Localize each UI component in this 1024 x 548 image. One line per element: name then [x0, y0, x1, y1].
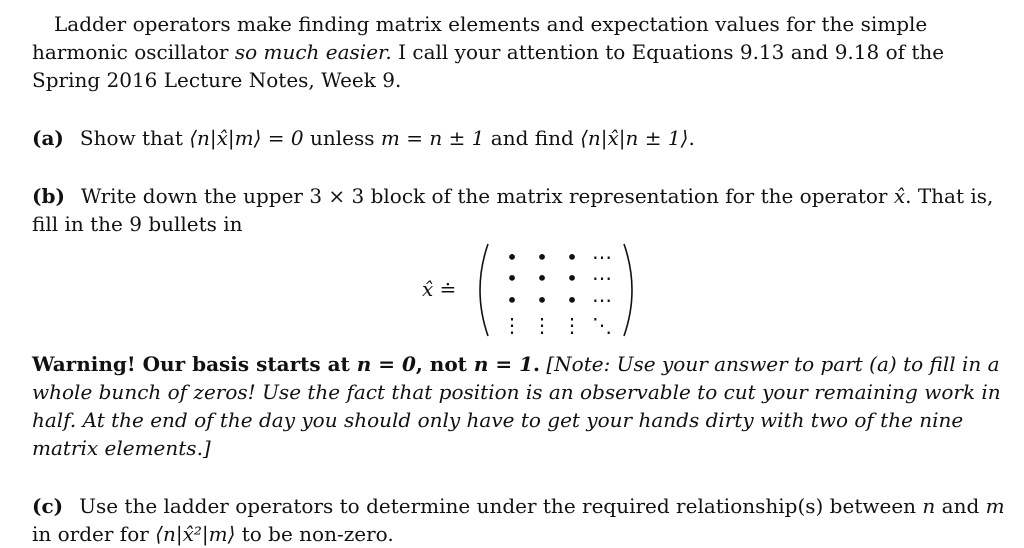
intro-emphasis: so much easier.: [234, 40, 392, 64]
matrix-cell-r4-c3: ⋮: [562, 313, 582, 337]
matrix-cell-r1-c4: ⋯: [592, 245, 612, 269]
intro-paragraph: [32, 10, 1014, 94]
part-a-text-3: and find: [484, 126, 581, 150]
warning-note: [Note: Use your answer to part (a) to fill in a whole bunch of zeros! Use the fact that position is an observable to cut your remaining work in half. At the end of the day you should only have to get your hands dirty with two of the nine matrix elements.]: [32, 352, 1001, 460]
part-c-bra-ket: ⟨n|x̂²|m⟩: [155, 522, 236, 546]
matrix-cell-r3-c4: ⋯: [592, 288, 612, 312]
left-paren: [480, 244, 488, 336]
matrix-cell-r1-c3: •: [566, 245, 578, 269]
part-a-text-2: unless: [303, 126, 381, 150]
warning-bold-1: Warning! Our basis starts at: [32, 352, 357, 376]
matrix-equation: [32, 240, 1014, 340]
matrix-cell-r3-c3: •: [566, 288, 578, 312]
matrix-cell-r4-c1: ⋮: [502, 313, 522, 337]
matrix-cell-r2-c4: ⋯: [592, 266, 612, 290]
warning-n1: n = 1: [473, 352, 534, 376]
part-c-text-3: in order for: [32, 522, 156, 546]
warning-bold-3: .: [533, 352, 540, 376]
part-b-text-1: Write down the upper: [80, 184, 310, 208]
part-c-text-4: to be non-zero.: [235, 522, 394, 546]
part-c-text-1: Use the ladder operators to determine under the required relationship(s) between: [79, 494, 923, 518]
part-a-bra-ket-2: ⟨n|x̂|n ± 1⟩: [580, 126, 689, 150]
part-c-var-m: m: [985, 494, 1005, 518]
matrix-cell-r4-c2: ⋮: [532, 313, 552, 337]
matrix-cell-r2-c1: •: [506, 266, 518, 290]
part-a-text-4: .: [688, 126, 695, 150]
matrix: [474, 240, 654, 340]
matrix-cell-r3-c1: •: [506, 288, 518, 312]
part-b-text-2: block of the matrix representation for the operator: [364, 184, 894, 208]
part-b-operator: x̂: [893, 184, 906, 208]
part-b-text-3: . That is, fill in the 9 bullets in: [32, 184, 994, 236]
part-c-text-2: and: [935, 494, 986, 518]
warning-n0: n = 0: [356, 352, 416, 376]
problem-text: [32, 10, 1014, 548]
intro-text-1: Ladder operators make finding matrix elements and expectation values for the simple harmonic oscillator: [32, 12, 928, 64]
matrix-cell-r4-c4: ⋱: [592, 313, 612, 337]
matrix-cell-r2-c3: •: [566, 266, 578, 290]
warning-paragraph: [32, 350, 1014, 462]
part-a-bra-ket-1: ⟨n|x̂|m⟩ = 0: [189, 126, 304, 150]
part-b-block-size: 3 × 3: [309, 184, 365, 208]
matrix-cell-r1-c1: •: [506, 245, 518, 269]
part-c-label: (c): [32, 494, 64, 518]
part-a-text-1: Show that: [79, 126, 190, 150]
right-paren: [624, 244, 632, 336]
part-a: [32, 124, 1014, 152]
matrix-lhs: x̂ ≐: [422, 277, 457, 301]
matrix-cell-r3-c2: •: [536, 288, 548, 312]
part-b: [32, 182, 1014, 238]
part-c: [32, 492, 1014, 548]
part-a-condition: m = n ± 1: [380, 126, 485, 150]
part-a-label: (a): [32, 126, 64, 150]
matrix-cell-r2-c2: •: [536, 266, 548, 290]
warning-bold-2: , not: [415, 352, 474, 376]
intro-text-2: I call your attention to Equations 9.13 and 9.18 of the Spring 2016 Lecture Notes, Week 9.: [32, 40, 945, 92]
part-b-label: (b): [32, 184, 65, 208]
part-c-var-n: n: [922, 494, 936, 518]
matrix-cell-r1-c2: •: [536, 245, 548, 269]
